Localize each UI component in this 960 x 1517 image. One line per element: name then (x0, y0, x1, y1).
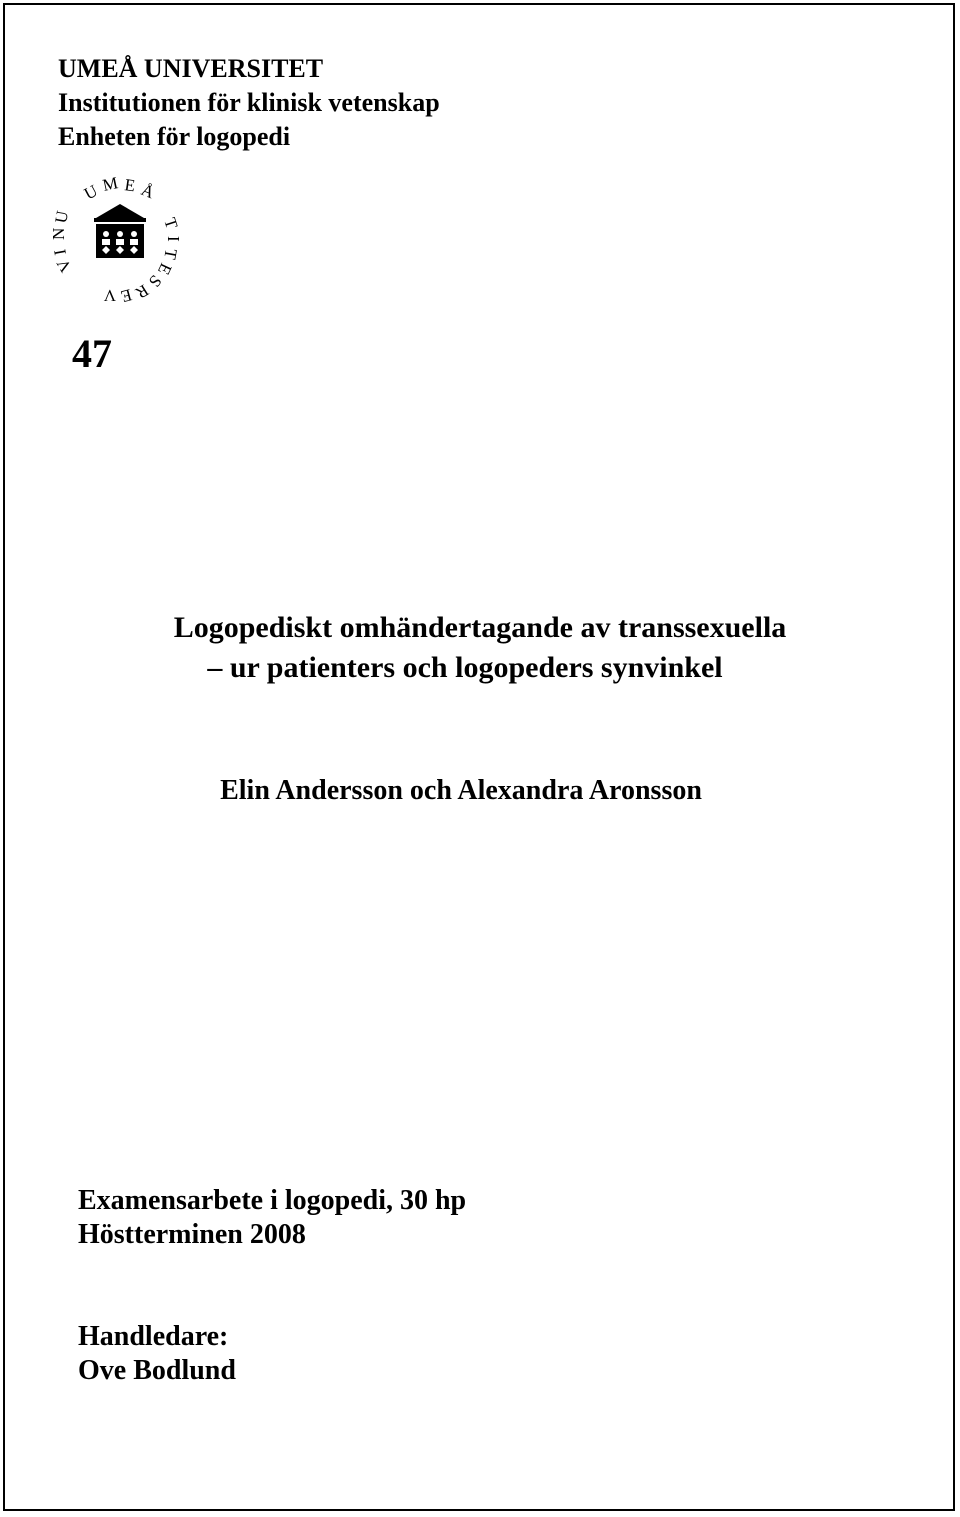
svg-text:T: T (160, 215, 182, 232)
svg-text:U: U (51, 209, 73, 225)
svg-text:E: E (153, 260, 176, 278)
svg-text:E: E (118, 285, 134, 307)
authors (0, 772, 960, 810)
svg-text:U: U (80, 180, 101, 204)
svg-text:R: R (132, 280, 152, 303)
header (58, 52, 440, 154)
svg-text:S: S (144, 271, 166, 291)
exam-info (78, 1184, 466, 1252)
exam-course: Examensarbete i logopedi, 30 hp (78, 1185, 467, 1216)
svg-text:E: E (123, 175, 137, 196)
document-title (0, 608, 960, 688)
svg-text:M: M (100, 173, 120, 195)
report-number: 47 (72, 331, 112, 376)
svg-text:I: I (50, 247, 70, 257)
authors-text: Elin Andersson och Alexandra Aronsson (220, 775, 702, 806)
exam-term: Höstterminen 2008 (78, 1219, 306, 1250)
svg-text:Å: Å (138, 180, 158, 203)
institution-name: Institutionen för klinisk vetenskap (58, 88, 440, 117)
title-line-1: Logopediskt omhändertagande av transsexuella (173, 611, 787, 644)
title-line-2: – ur patienters och logopeders synvinkel (207, 651, 723, 684)
supervisor-info (78, 1320, 236, 1388)
svg-text:V: V (103, 286, 116, 305)
supervisor-label: Handledare: (78, 1321, 229, 1352)
svg-text:N: N (49, 227, 68, 240)
unit-name: Enheten för logopedi (58, 122, 291, 151)
supervisor-name: Ove Bodlund (78, 1355, 236, 1386)
svg-text:T: T (160, 247, 181, 261)
university-seal-icon (49, 173, 188, 307)
svg-text:I: I (164, 236, 183, 242)
university-name: UMEÅ UNIVERSITET (58, 54, 324, 83)
svg-text:V: V (52, 255, 76, 276)
